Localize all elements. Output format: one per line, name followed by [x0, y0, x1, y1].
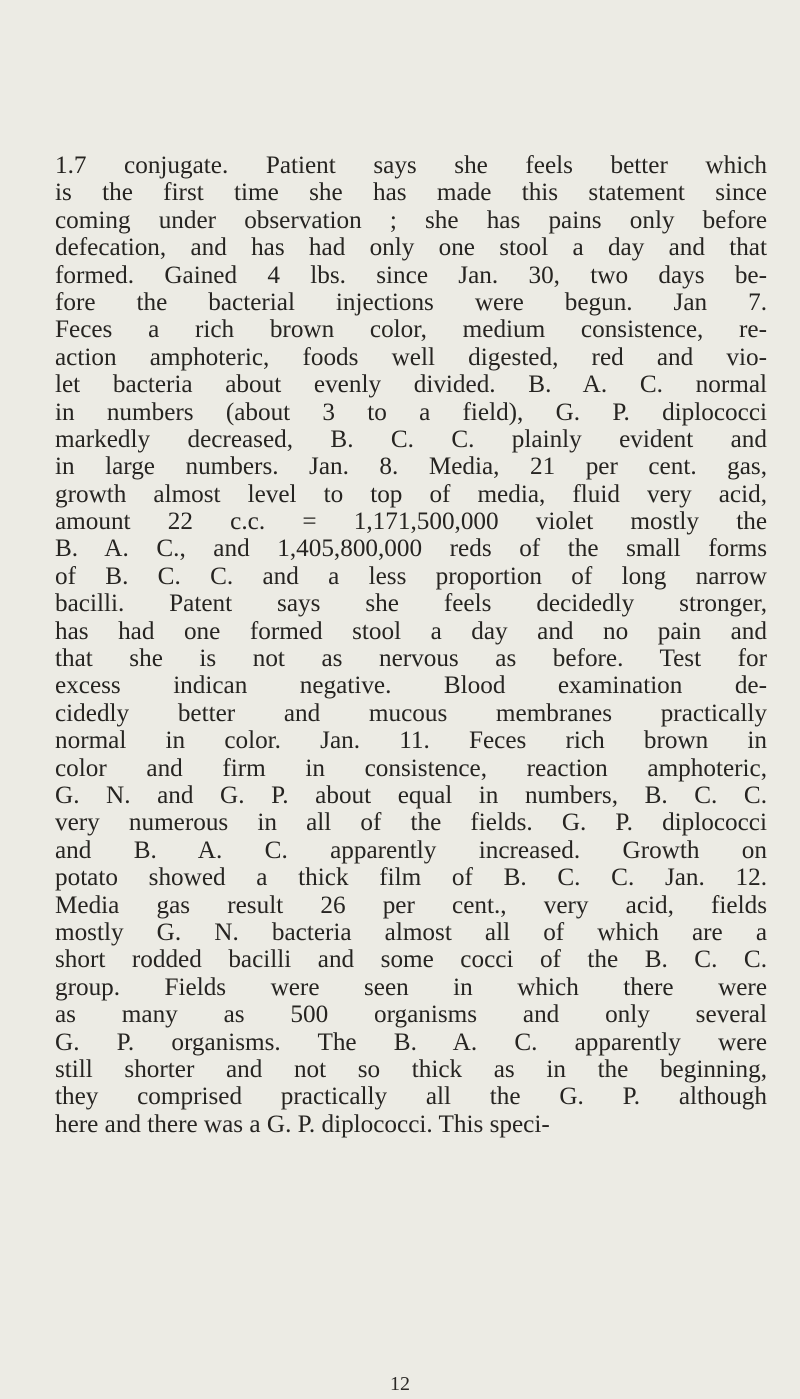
text-line: short rodded bacilli and some cocci of the B. C. C. [55, 946, 767, 974]
text-line: B. A. C., and 1,405,800,000 reds of the small forms [55, 535, 767, 563]
text-line: still shorter and not so thick as in the beginning, [55, 1055, 767, 1083]
text-line: let bacteria about evenly divided. B. A. C. normal [55, 371, 767, 399]
text-line: has had one formed stool a day and no pain and [55, 617, 767, 645]
text-line: very numerous in all of the fields. G. P. diplococci [55, 809, 767, 837]
text-line: potato showed a thick film of B. C. C. Jan. 12. [55, 864, 767, 892]
text-line: as many as 500 organisms and only several [55, 1001, 767, 1029]
text-line: Feces a rich brown color, medium consistence, re- [55, 316, 767, 344]
text-line: here and there was a G. P. diplococci. This speci- [55, 1110, 550, 1138]
text-line: fore the bacterial injections were begun. Jan 7. [55, 288, 767, 316]
text-line: 1.7 conjugate. Patient says she feels better which [55, 152, 767, 179]
text-line: G. N. and G. P. about equal in numbers, B. C. C. [55, 781, 767, 809]
text-line: formed. Gained 4 lbs. since Jan. 30, two days be- [55, 261, 767, 289]
text-line: is the first time she has made this statement since [55, 179, 767, 207]
text-line: cidedly better and mucous membranes practically [55, 699, 767, 727]
text-line: coming under observation ; she has pains only before [55, 206, 767, 234]
text-line: action amphoteric, foods well digested, red and vio- [55, 343, 767, 371]
text-line: normal in color. Jan. 11. Feces rich brown in [55, 727, 767, 755]
text-line: G. P. organisms. The B. A. C. apparently were [55, 1028, 767, 1056]
text-line: in large numbers. Jan. 8. Media, 21 per cent. gas, [55, 453, 767, 481]
text-line: growth almost level to top of media, fluid very acid, [55, 480, 767, 508]
text-line: in numbers (about 3 to a field), G. P. diplococci [55, 398, 767, 426]
text-line: of B. C. C. and a less proportion of long narrow [55, 562, 767, 590]
text-line: mostly G. N. bacteria almost all of which are a [55, 918, 767, 946]
text-line: excess indican negative. Blood examination de- [55, 672, 767, 700]
text-line: amount 22 c.c. = 1,171,500,000 violet mostly the [55, 508, 767, 536]
text-line: color and firm in consistence, reaction amphoteric, [55, 754, 767, 782]
text-line: defecation, and has had only one stool a day and that [55, 234, 767, 262]
page-number: 12 [390, 1373, 410, 1395]
text-line: group. Fields were seen in which there were [55, 973, 767, 1001]
text-line: markedly decreased, B. C. C. plainly evident and [55, 425, 767, 453]
body-text [55, 152, 767, 1138]
text-line: bacilli. Patent says she feels decidedly stronger, [55, 590, 767, 618]
text-line: they comprised practically all the G. P. although [55, 1083, 767, 1111]
text-line: and B. A. C. apparently increased. Growth on [55, 836, 767, 864]
text-line: Media gas result 26 per cent., very acid, fields [55, 891, 767, 919]
text-line: that she is not as nervous as before. Test for [55, 645, 767, 673]
